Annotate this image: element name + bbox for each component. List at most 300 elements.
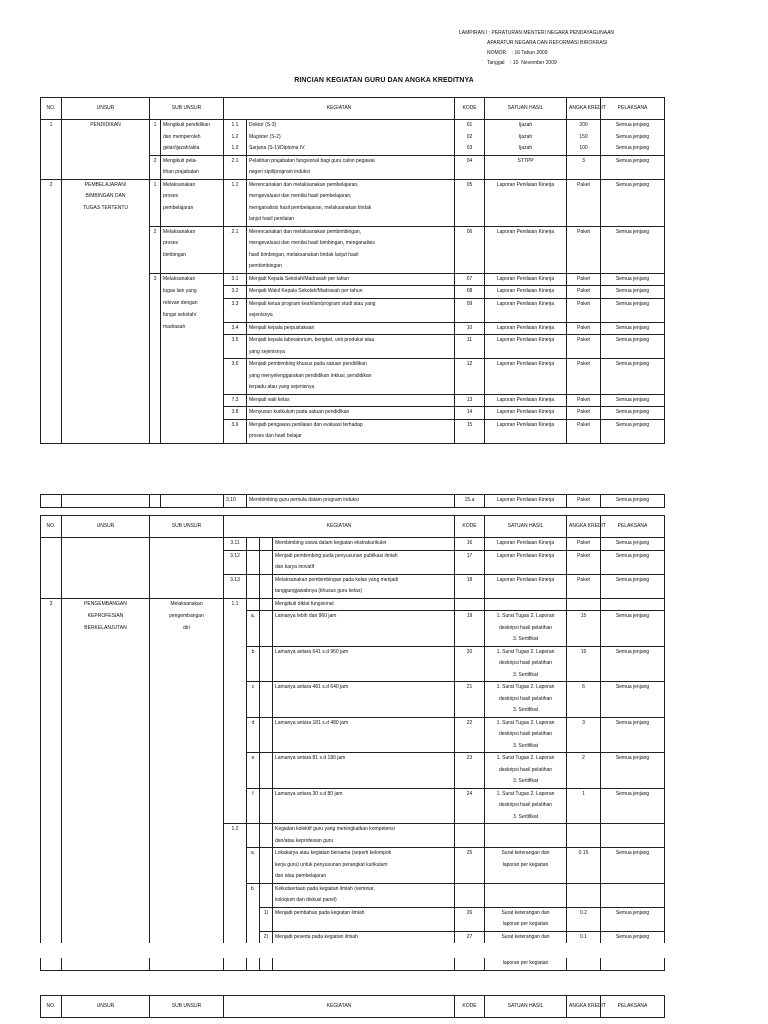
kegiatan-text — [273, 776, 455, 788]
angka-cell: Paket — [567, 286, 601, 299]
kode-cell — [455, 371, 485, 383]
table-row — [41, 705, 665, 717]
sub-unsur-cell — [150, 705, 224, 717]
kegiatan-letter — [247, 800, 260, 812]
kode-cell — [455, 800, 485, 812]
kode-cell — [455, 658, 485, 670]
satuan-cell: laporan per kegiatan — [485, 860, 567, 872]
table-row — [41, 382, 665, 394]
no-cell — [41, 550, 62, 562]
angka-cell: 3 — [567, 155, 601, 167]
angka-cell — [567, 895, 601, 907]
sub-num — [150, 132, 161, 144]
satuan-cell — [485, 598, 567, 611]
kegiatan-num — [224, 682, 247, 694]
kegiatan-letter — [247, 694, 260, 706]
sub-unsur-cell: Melaksanakan — [161, 273, 224, 286]
no-cell — [41, 538, 62, 551]
kode-cell — [455, 203, 485, 215]
sub-unsur-cell — [150, 765, 224, 777]
table-row — [41, 431, 665, 443]
satuan-cell: 1. Surat Tugas 2. Laporan — [485, 646, 567, 658]
angka-cell: 15 — [567, 646, 601, 658]
pelaksana-cell: Semua jenjang — [601, 226, 665, 238]
sub-unsur-cell — [150, 907, 224, 919]
unsur-cell: PENDIDIKAN — [62, 120, 150, 132]
table-row — [41, 495, 665, 508]
pelaksana-cell: Semua jenjang — [601, 611, 665, 623]
pelaksana-cell — [601, 919, 665, 931]
kegiatan-text — [273, 800, 455, 812]
table-row — [41, 586, 665, 598]
table-row — [41, 550, 665, 562]
satuan-cell — [485, 203, 567, 215]
pelaksana-cell: Semua jenjang — [601, 359, 665, 371]
kegiatan-letter — [247, 705, 260, 717]
no-cell — [41, 155, 62, 167]
sub-num — [150, 238, 161, 250]
pelaksana-cell: Semua jenjang — [601, 419, 665, 431]
pelaksana-cell — [601, 824, 665, 836]
table-row — [41, 407, 665, 420]
kegiatan-num — [224, 611, 247, 623]
unsur-cell — [62, 273, 150, 286]
angka-cell — [567, 919, 601, 931]
col-header-kode: KODE — [455, 996, 485, 1018]
kegiatan-num — [224, 261, 247, 273]
sub-num — [150, 359, 161, 371]
satuan-cell — [485, 214, 567, 226]
sub-unsur-cell — [150, 836, 224, 848]
satuan-cell: deskripsi hasil pelatihan — [485, 800, 567, 812]
kegiatan-subnum — [260, 800, 273, 812]
angka-cell: Paket — [567, 226, 601, 238]
no-cell — [41, 919, 62, 931]
kegiatan-num — [224, 250, 247, 262]
col-header-satuan: SATUAN HASIL — [485, 996, 567, 1018]
unsur-cell — [62, 550, 150, 562]
kegiatan-subnum — [260, 883, 273, 895]
unsur-cell — [62, 310, 150, 322]
kegiatan-letter: b. — [247, 883, 260, 895]
sub-num — [150, 335, 161, 347]
satuan-cell: Laporan Penilaian Kinerja — [485, 179, 567, 191]
sub-num — [150, 382, 161, 394]
angka-cell: Paket — [567, 574, 601, 586]
satuan-cell — [485, 191, 567, 203]
kegiatan-num — [224, 871, 247, 883]
col-header-kode: KODE — [455, 516, 485, 538]
kegiatan-letter — [247, 634, 260, 646]
kode-cell: 14 — [455, 407, 485, 420]
kegiatan-letter — [247, 538, 260, 551]
pelaksana-cell — [601, 167, 665, 179]
sub-unsur-cell — [150, 694, 224, 706]
pelaksana-cell: Semua jenjang — [601, 143, 665, 155]
table-row — [41, 907, 665, 919]
satuan-cell: 1. Surat Tugas 2. Laporan — [485, 753, 567, 765]
angka-cell: 2 — [567, 753, 601, 765]
kegiatan-letter — [247, 574, 260, 586]
table-row — [41, 179, 665, 191]
angka-cell: 100 — [567, 143, 601, 155]
kegiatan-text — [273, 658, 455, 670]
kegiatan-text: tanggungjawabnya (khusus guru kelas) — [273, 586, 455, 598]
table-row — [41, 226, 665, 238]
kode-cell — [455, 741, 485, 753]
pelaksana-cell: Semua jenjang — [601, 120, 665, 132]
col-header-satuan: SATUAN HASIL — [485, 98, 567, 120]
angka-cell — [567, 598, 601, 611]
kegiatan-num: 1.2 — [224, 132, 247, 144]
sub-unsur-cell — [150, 931, 224, 943]
angka-cell: Paket — [567, 322, 601, 335]
table-row — [41, 883, 665, 895]
angka-cell: Paket — [567, 538, 601, 551]
unsur-cell — [62, 431, 150, 443]
angka-cell — [567, 694, 601, 706]
kegiatan-num — [224, 753, 247, 765]
table-row — [41, 812, 665, 824]
kegiatan-text: Menjadi wali kelas — [247, 394, 455, 407]
table-row — [41, 250, 665, 262]
col-header-unsur: UNSUR — [62, 98, 150, 120]
table-row — [41, 310, 665, 322]
kegiatan-letter — [247, 765, 260, 777]
sub-unsur-cell: gelar/ijazah/akta — [161, 143, 224, 155]
kegiatan-subnum — [260, 705, 273, 717]
unsur-cell — [62, 682, 150, 694]
pelaksana-cell: Semua jenjang — [601, 753, 665, 765]
satuan-cell: Laporan Penilaian Kinerja — [485, 359, 567, 371]
kegiatan-letter: a. — [247, 848, 260, 860]
kegiatan-letter — [247, 907, 260, 919]
table-row — [41, 623, 665, 635]
satuan-cell — [485, 586, 567, 598]
kegiatan-num: 3.9 — [224, 419, 247, 431]
table-row — [41, 335, 665, 347]
sub-unsur-cell — [150, 895, 224, 907]
sub-unsur-cell — [150, 824, 224, 836]
no-cell — [41, 788, 62, 800]
satuan-cell: Laporan Penilaian Kinerja — [485, 273, 567, 286]
kegiatan-num: 1.2 — [224, 824, 247, 836]
kode-cell — [455, 895, 485, 907]
col-header-kode: KODE — [455, 98, 485, 120]
col-header-pelaksana: PELAKSANA — [601, 98, 665, 120]
kegiatan-text: Lamanya antara 30 s.d 80 jam — [273, 788, 455, 800]
no-cell — [41, 371, 62, 383]
col-header-pelaksana: PELAKSANA — [601, 996, 665, 1018]
pelaksana-cell — [601, 191, 665, 203]
pelaksana-cell: Semua jenjang — [601, 682, 665, 694]
table-row — [41, 860, 665, 872]
table-row — [41, 753, 665, 765]
no-cell — [41, 883, 62, 895]
table-row — [41, 261, 665, 273]
pelaksana-cell — [601, 347, 665, 359]
kegiatan-num — [224, 203, 247, 215]
kegiatan-text — [273, 623, 455, 635]
satuan-cell — [485, 871, 567, 883]
kode-cell — [455, 347, 485, 359]
angka-cell — [567, 860, 601, 872]
col-header-sub-unsur: SUB UNSUR — [150, 996, 224, 1018]
kegiatan-text — [273, 919, 455, 931]
sub-num — [150, 203, 161, 215]
pelaksana-cell — [601, 310, 665, 322]
angka-cell: Paket — [567, 273, 601, 286]
satuan-cell: Laporan Penilaian Kinerja — [485, 574, 567, 586]
angka-cell: Paket — [567, 359, 601, 371]
kegiatan-letter: e — [247, 753, 260, 765]
kegiatan-num — [224, 729, 247, 741]
col-header-kegiatan: KEGIATAN — [224, 516, 455, 538]
satuan-cell — [485, 310, 567, 322]
satuan-cell — [485, 824, 567, 836]
kode-cell — [455, 431, 485, 443]
no-cell — [41, 382, 62, 394]
no-cell — [41, 694, 62, 706]
kegiatan-letter — [247, 860, 260, 872]
kegiatan-text: hasil bimbingan, melaksanakan tindak lanjut hasil — [247, 250, 455, 262]
angka-cell: 150 — [567, 132, 601, 144]
sub-unsur-cell: Melaksanakan — [161, 179, 224, 191]
kegiatan-text: Lamanya antara 641 s.d 960 jam — [273, 646, 455, 658]
kegiatan-num — [224, 860, 247, 872]
no-cell — [41, 143, 62, 155]
table-body — [41, 120, 665, 444]
unsur-cell — [62, 132, 150, 144]
table-body — [41, 538, 665, 944]
unsur-cell — [62, 322, 150, 335]
sub-num — [150, 250, 161, 262]
kegiatan-letter — [247, 586, 260, 598]
sub-unsur-cell — [161, 407, 224, 420]
kegiatan-text: Membimbing guru pemula dalam program induksi — [247, 495, 455, 508]
unsur-cell — [62, 143, 150, 155]
pelaksana-cell — [601, 895, 665, 907]
kegiatan-subnum — [260, 812, 273, 824]
kegiatan-text — [273, 670, 455, 682]
unsur-cell — [62, 788, 150, 800]
col-header-kegiatan: KEGIATAN — [224, 98, 455, 120]
angka-cell — [567, 167, 601, 179]
unsur-cell — [62, 214, 150, 226]
sub-unsur-cell — [150, 586, 224, 598]
col-header-angka: ANGKA KREDIT — [567, 516, 601, 538]
angka-cell: Paket — [567, 335, 601, 347]
kegiatan-subnum — [260, 611, 273, 623]
pelaksana-cell — [601, 634, 665, 646]
unsur-cell — [62, 871, 150, 883]
unsur-cell: BERKELANJUTAN — [62, 623, 150, 635]
table-row — [41, 286, 665, 299]
satuan-cell: Laporan Penilaian Kinerja — [485, 335, 567, 347]
sub-unsur-cell — [150, 634, 224, 646]
kegiatan-num: 1.3 — [224, 143, 247, 155]
kode-cell — [455, 836, 485, 848]
unsur-cell — [62, 261, 150, 273]
kegiatan-subnum — [260, 824, 273, 836]
kode-cell — [455, 167, 485, 179]
table-row — [41, 836, 665, 848]
no-cell — [41, 765, 62, 777]
col-header-unsur: UNSUR — [62, 516, 150, 538]
sub-num — [150, 214, 161, 226]
sub-unsur-cell: fungsi sekolah/ — [161, 310, 224, 322]
kode-cell — [455, 634, 485, 646]
col-header-kegiatan: KEGIATAN — [224, 996, 455, 1018]
kegiatan-text: Membimbing siswa dalam kegiatan ekstrakurikuler — [273, 538, 455, 551]
kegiatan-text — [273, 812, 455, 824]
kode-cell: 23 — [455, 753, 485, 765]
unsur-cell — [62, 860, 150, 872]
kode-cell: 11 — [455, 335, 485, 347]
table-row — [41, 273, 665, 286]
unsur-cell — [62, 359, 150, 371]
no-cell — [41, 741, 62, 753]
unsur-cell — [62, 919, 150, 931]
kegiatan-table-body — [40, 537, 665, 943]
kode-cell — [455, 598, 485, 611]
pelaksana-cell — [601, 694, 665, 706]
sub-unsur-cell — [161, 359, 224, 371]
angka-cell — [567, 705, 601, 717]
kegiatan-num — [224, 658, 247, 670]
kegiatan-num — [224, 836, 247, 848]
satuan-cell — [485, 883, 567, 895]
kegiatan-text: Lokakarya atau kegiatan bersama (seperti kelompok — [273, 848, 455, 860]
pelaksana-cell: Semua jenjang — [601, 335, 665, 347]
kegiatan-num — [224, 646, 247, 658]
kegiatan-num — [224, 634, 247, 646]
angka-cell — [567, 250, 601, 262]
sub-unsur-cell — [150, 883, 224, 895]
kode-cell: 07 — [455, 273, 485, 286]
kode-cell — [455, 812, 485, 824]
pelaksana-cell: Semua jenjang — [601, 155, 665, 167]
unsur-cell — [62, 658, 150, 670]
angka-cell — [567, 883, 601, 895]
satuan-cell — [485, 347, 567, 359]
kode-cell — [455, 883, 485, 895]
kegiatan-letter — [247, 836, 260, 848]
angka-cell — [567, 670, 601, 682]
sub-unsur-cell — [150, 800, 224, 812]
satuan-cell: Laporan Penilaian Kinerja — [485, 298, 567, 310]
kode-cell — [455, 765, 485, 777]
sub-num: 1 — [150, 120, 161, 132]
col-header-no: NO. — [41, 996, 62, 1018]
pelaksana-cell — [601, 598, 665, 611]
table-row — [41, 765, 665, 777]
kegiatan-subnum — [260, 658, 273, 670]
header-line: Tanggal : 10 November 2009 — [487, 60, 557, 66]
sub-unsur-cell: proses — [161, 238, 224, 250]
table-row — [41, 895, 665, 907]
col-header-sub-unsur: SUB UNSUR — [150, 516, 224, 538]
angka-cell — [567, 741, 601, 753]
no-cell — [41, 574, 62, 586]
kegiatan-table-body — [40, 119, 665, 444]
unsur-cell — [62, 298, 150, 310]
kegiatan-subnum — [260, 776, 273, 788]
kegiatan-text — [273, 705, 455, 717]
sub-num — [150, 419, 161, 431]
unsur-cell — [62, 167, 150, 179]
kegiatan-num — [224, 371, 247, 383]
no-cell — [41, 261, 62, 273]
kegiatan-num — [224, 310, 247, 322]
no-cell — [41, 132, 62, 144]
pelaksana-cell: Semua jenjang — [601, 907, 665, 919]
satuan-cell: deskripsi hasil pelatihan — [485, 658, 567, 670]
unsur-cell — [62, 824, 150, 836]
sub-unsur-cell — [161, 431, 224, 443]
satuan-cell: 3. Sertifikat — [485, 812, 567, 824]
kegiatan-num — [224, 191, 247, 203]
kegiatan-num: 3.8 — [224, 407, 247, 420]
sub-unsur-cell — [150, 788, 224, 800]
table-row — [41, 562, 665, 574]
sub-num — [150, 191, 161, 203]
kode-cell — [455, 310, 485, 322]
angka-cell — [567, 310, 601, 322]
kegiatan-letter — [247, 658, 260, 670]
kode-cell: 25 — [455, 848, 485, 860]
pelaksana-cell — [601, 562, 665, 574]
satuan-cell: deskripsi hasil pelatihan — [485, 694, 567, 706]
document-header — [459, 28, 614, 68]
table-row — [41, 538, 665, 551]
pelaksana-cell — [601, 741, 665, 753]
sub-num — [150, 143, 161, 155]
no-cell — [41, 286, 62, 299]
table-row — [41, 298, 665, 310]
kegiatan-text: Lamanya lebih dari 960 jam — [273, 611, 455, 623]
angka-cell — [567, 836, 601, 848]
angka-cell — [567, 776, 601, 788]
kegiatan-table — [40, 97, 665, 120]
sub-num — [150, 167, 161, 179]
angka-cell — [567, 431, 601, 443]
kegiatan-subnum — [260, 634, 273, 646]
table-row — [41, 419, 665, 431]
kegiatan-letter — [247, 598, 260, 611]
kegiatan-text: Mengikuti diklat fungsional — [273, 598, 455, 611]
kegiatan-text: yang sejenisnya — [247, 347, 455, 359]
table-row — [41, 741, 665, 753]
angka-cell — [567, 261, 601, 273]
satuan-cell — [485, 371, 567, 383]
unsur-cell — [62, 776, 150, 788]
no-cell — [41, 203, 62, 215]
unsur-cell: PEMBELAJARAN/ — [62, 179, 150, 191]
table-row — [41, 611, 665, 623]
kegiatan-subnum — [260, 623, 273, 635]
sub-unsur-cell — [150, 562, 224, 574]
sub-num — [150, 394, 161, 407]
header-line: APARATUR NEGARA DAN REFORMASI BIROKRASI — [487, 40, 608, 46]
kode-cell — [455, 250, 485, 262]
sub-unsur-cell — [150, 646, 224, 658]
kegiatan-num — [224, 694, 247, 706]
kegiatan-subnum — [260, 788, 273, 800]
kode-cell — [455, 705, 485, 717]
no-cell — [41, 776, 62, 788]
sub-unsur-cell — [150, 753, 224, 765]
